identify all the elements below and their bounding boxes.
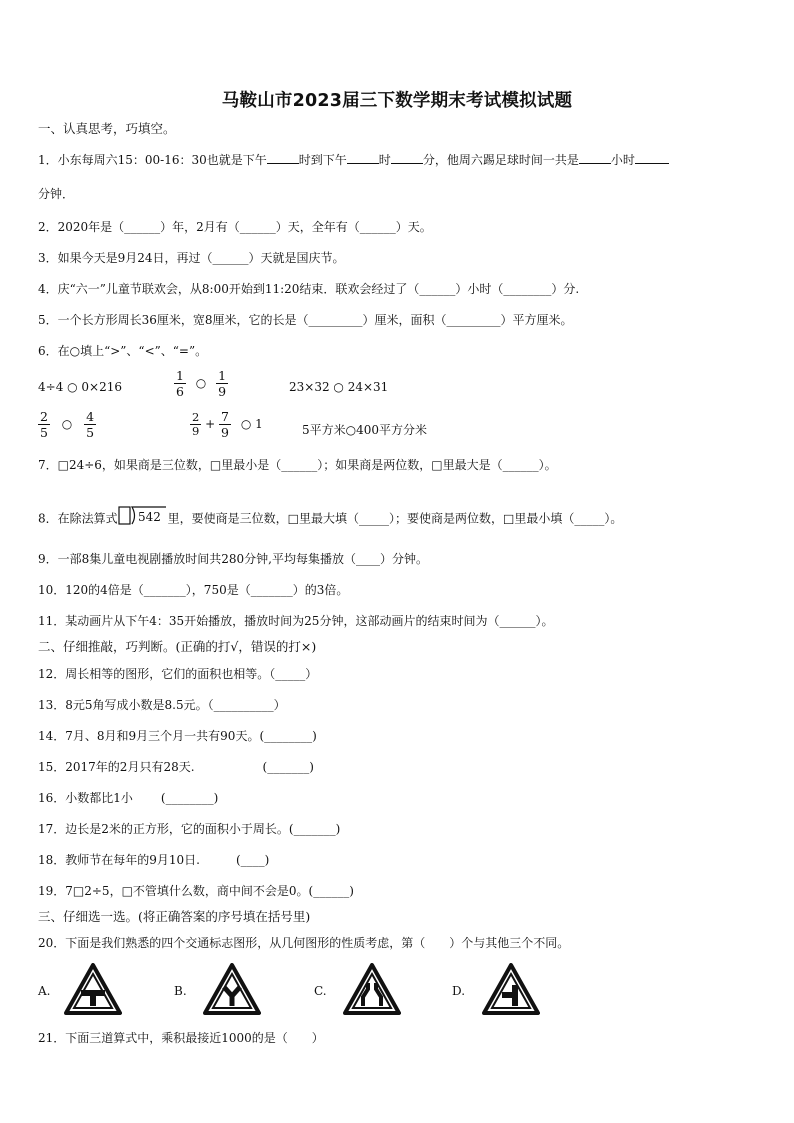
fraction: $\frac{4}{5}$ (86, 409, 95, 440)
q1-text-e: 小时 (610, 153, 635, 167)
question-6-stem: 6．在○填上“>”、“<”、“=”。 (38, 344, 208, 358)
question-2: 2．2020年是（______）年，2月有（______）天，全年有（______）天。 (38, 220, 432, 234)
question-3: 3．如果今天是9月24日，再过（______）天就是国庆节。 (38, 251, 345, 265)
answer-blank[interactable] (347, 151, 379, 164)
question-9: 9．一部8集儿童电视剧播放时间共280分钟,平均每集播放（____）分钟。 (38, 552, 428, 566)
question-15: 15．2017年的2月只有28天. (_______) (38, 760, 314, 774)
q1-text-d: 分，他周六踢足球时间一共是 (422, 153, 579, 167)
answer-blank[interactable] (579, 151, 611, 164)
question-7: 7．□24÷6，如果商是三位数，□里最小是（______）；如果商是两位数，□里最大是（______）。 (38, 458, 557, 472)
fraction: $\frac{2}{5}$ (40, 409, 48, 440)
option-c-label[interactable]: C. (314, 984, 327, 998)
question-5: 5．一个长方形周长36厘米，宽8厘米，它的长是（_________）厘米，面积（_________）平方厘米。 (38, 313, 573, 327)
question-21-stem: 21．下面三道算式中，乘积最接近1000的是（ ） (38, 1031, 324, 1045)
question-10: 10．120的4倍是（_______），750是（_______）的3倍。 (38, 583, 349, 597)
q1-text-a: 1．小东每周六15：00-16：30也就是下午 (38, 153, 267, 167)
q1-text-b: 时到下午 (298, 153, 347, 167)
section-1-heading: 一、认真思考，巧填空。 (38, 121, 176, 136)
t-junction-sign-icon[interactable] (64, 963, 122, 1015)
q1-text-c: 时 (378, 153, 391, 167)
compare-1: 4÷4 ○ 0×216 (38, 380, 123, 394)
compare-5: $\frac{2}{9}$ + $\frac{7}{9}$ ○ 1 (192, 409, 263, 440)
section-3-heading: 三、仔细选一选。(将正确答案的序号填在括号里) (38, 909, 311, 924)
option-d-label[interactable]: D. (452, 984, 466, 998)
question-13: 13．8元5角写成小数是8.5元。（__________） (38, 698, 286, 712)
question-18: 18．教师节在每年的9月10日. (____) (38, 853, 270, 867)
question-11: 11．某动画片从下午4：35开始播放，播放时间为25分钟，这部动画片的结束时间为（______）。 (38, 614, 554, 628)
fraction: $\frac{1}{6}$ (176, 368, 184, 399)
road-narrows-sign-icon[interactable] (343, 963, 401, 1015)
question-8: 8．在除法算式 542 里，要使商是三位数，□里最大填（_____）；要使商是两位数，□里最小填（_____）。 (38, 505, 622, 533)
compare-circle[interactable]: ○ (61, 417, 73, 431)
option-b-label[interactable]: B. (174, 984, 187, 998)
section-2-heading: 二、仔细推敲，巧判断。(正确的打√，错误的打×) (38, 639, 317, 654)
fraction: $\frac{7}{9}$ (221, 409, 229, 440)
y-junction-sign-icon[interactable] (203, 963, 261, 1015)
side-road-sign-icon[interactable] (482, 963, 540, 1015)
answer-blank[interactable] (391, 151, 423, 164)
svg-text:542: 542 (137, 510, 161, 524)
answer-blank[interactable] (635, 151, 669, 164)
compare-6: 5平方米○400平方分米 (302, 423, 428, 437)
compare-2 (174, 368, 228, 399)
question-1-line1 (38, 151, 669, 168)
compare-circle[interactable]: ○ (195, 376, 207, 390)
question-19: 19．7□2÷5，□不管填什么数，商中间不会是0。(______) (38, 884, 354, 898)
long-division-icon (118, 505, 168, 533)
question-12: 12．周长相等的图形，它们的面积也相等。（_____） (38, 667, 318, 681)
page-title: 马鞍山市2023届三下数学期末考试模拟试题 (221, 91, 573, 111)
question-14: 14．7月、8月和9月三个月一共有90天。(________) (38, 729, 317, 743)
question-4: 4．庆“六一”儿童节联欢会，从8:00开始到11:20结束．联欢会经过了（______）小时（________）分. (38, 282, 580, 296)
compare-4 (38, 409, 96, 440)
question-17: 17．边长是2米的正方形，它的面积小于周长。(_______) (38, 822, 341, 836)
question-16: 16．小数都比1小 (________) (38, 791, 219, 805)
question-20-stem: 20．下面是我们熟悉的四个交通标志图形，从几何图形的性质考虑，第（ ）个与其他三个不同。 (38, 936, 570, 950)
question-1-line2: 分钟． (38, 187, 75, 201)
answer-blank[interactable] (267, 151, 299, 164)
fraction: $\frac{2}{9}$ (192, 410, 200, 438)
compare-3: 23×32 ○ 24×31 (289, 380, 389, 394)
fraction: $\frac{1}{9}$ (218, 368, 227, 399)
option-a-label[interactable]: A. (38, 984, 51, 998)
